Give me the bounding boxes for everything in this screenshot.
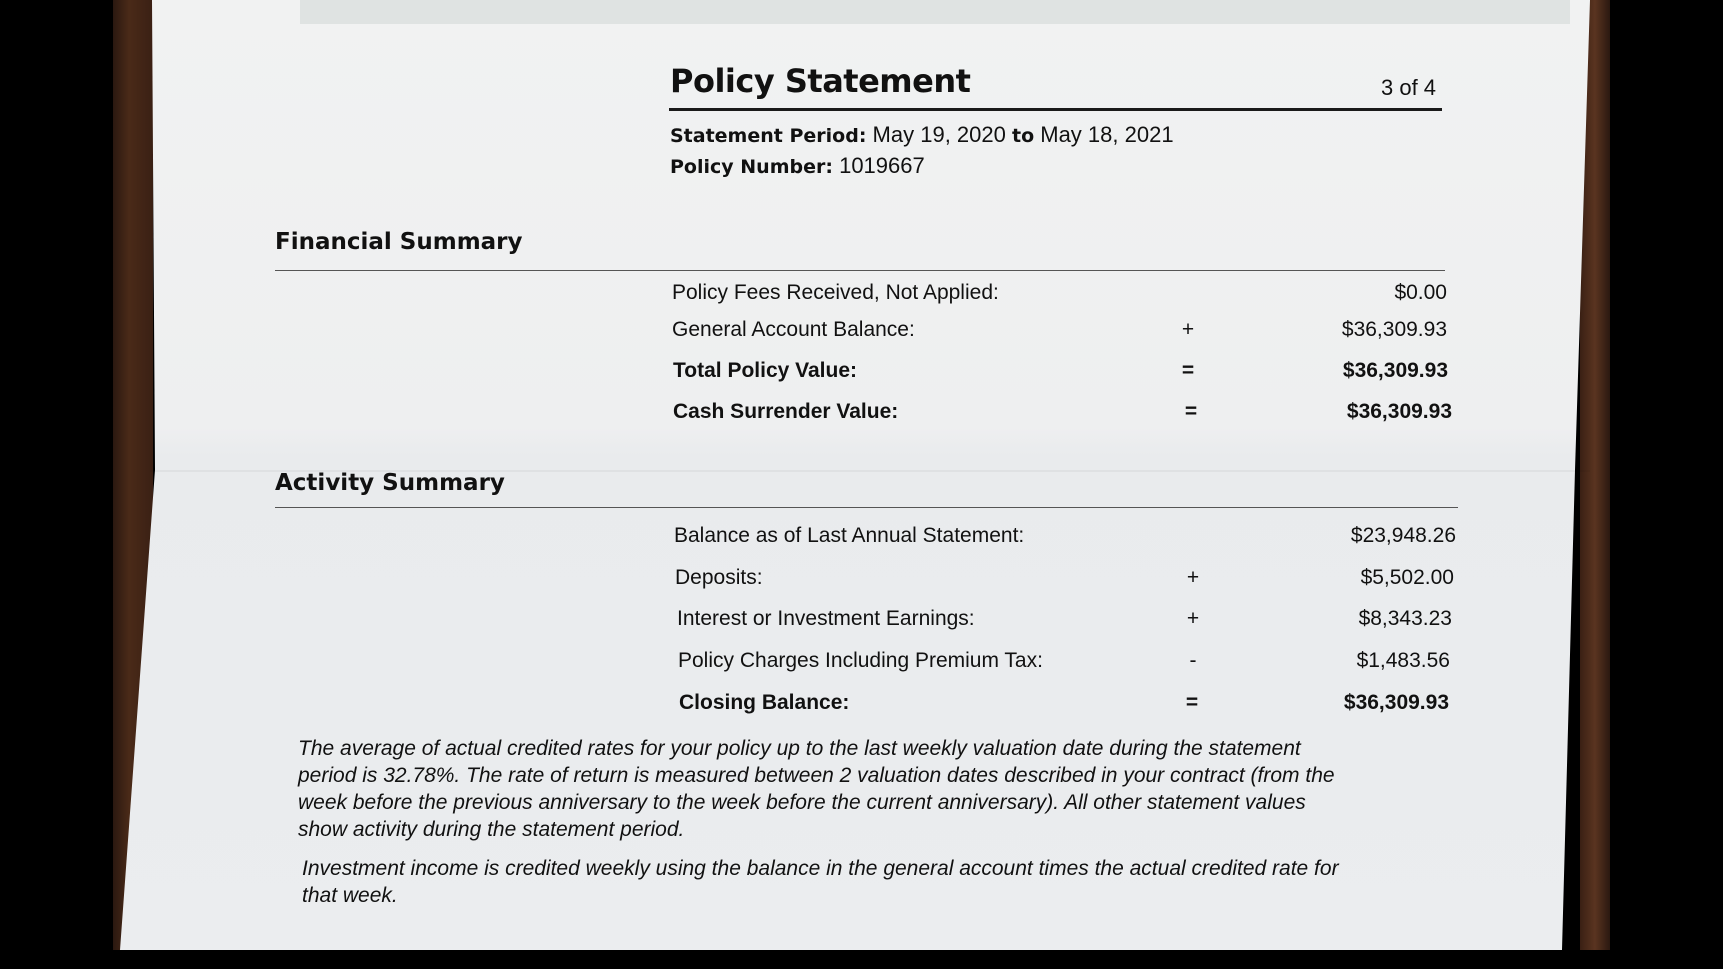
financial-summary-title: Financial Summary xyxy=(275,229,523,255)
row-value: $36,309.93 xyxy=(1341,318,1447,341)
note-line: week before the previous anniversary to the week before the current anniversary). All other statement values xyxy=(298,791,1306,814)
row-label: Policy Fees Received, Not Applied: xyxy=(672,281,999,304)
row-value: $1,483.56 xyxy=(1356,649,1450,672)
activity-summary-rule xyxy=(275,507,1458,508)
row-label: Interest or Investment Earnings: xyxy=(677,607,975,630)
page-title: Policy Statement xyxy=(670,62,971,100)
as-row-policy-charges xyxy=(678,649,1450,679)
row-value: $36,309.93 xyxy=(1342,359,1448,382)
investment-income-note xyxy=(302,855,1452,909)
row-operator: + xyxy=(1186,607,1200,630)
row-operator: - xyxy=(1189,649,1197,672)
row-value: $36,309.93 xyxy=(1343,691,1449,714)
fs-row-general-account xyxy=(672,318,1447,348)
policy-number xyxy=(670,153,925,179)
note-line: that week. xyxy=(302,884,398,907)
row-value: $8,343.23 xyxy=(1358,607,1452,630)
fs-row-cash-surrender-value xyxy=(673,400,1452,430)
row-operator: = xyxy=(1181,359,1195,382)
statement-period xyxy=(670,122,1174,148)
credited-rate-note xyxy=(298,735,1448,843)
page-indicator: 3 of 4 xyxy=(1381,75,1437,100)
fs-row-total-policy-value xyxy=(673,359,1448,389)
row-value: $5,502.00 xyxy=(1360,566,1454,589)
row-operator: + xyxy=(1181,318,1195,341)
row-operator: = xyxy=(1184,400,1198,423)
note-line: show activity during the statement period. xyxy=(298,818,685,841)
row-label: Balance as of Last Annual Statement: xyxy=(674,524,1025,547)
policy-number-label: Policy Number: xyxy=(670,156,833,178)
as-row-last-annual-balance xyxy=(674,524,1456,554)
row-label: Total Policy Value: xyxy=(673,359,857,382)
note-line: period is 32.78%. The rate of return is measured between 2 valuation dates described in your contract (from the xyxy=(298,764,1335,787)
row-label: Policy Charges Including Premium Tax: xyxy=(678,649,1043,672)
policy-number-value: 1019667 xyxy=(839,153,925,178)
row-label: General Account Balance: xyxy=(672,318,915,341)
statement-period-joiner: to xyxy=(1011,125,1035,147)
statement-period-label: Statement Period: xyxy=(670,125,867,147)
row-label: Cash Surrender Value: xyxy=(673,400,899,423)
row-operator: = xyxy=(1185,691,1199,714)
note-line: Investment income is credited weekly using the balance in the general account times the actual credited rate for xyxy=(302,857,1339,880)
title-rule xyxy=(669,108,1442,111)
row-value: $0.00 xyxy=(1394,281,1447,304)
as-row-closing-balance xyxy=(679,691,1449,721)
statement-period-from: May 19, 2020 xyxy=(872,122,1006,147)
statement-period-to: May 18, 2021 xyxy=(1040,122,1174,147)
row-label: Deposits: xyxy=(675,566,763,589)
fs-row-policy-fees xyxy=(672,281,1447,311)
as-row-interest-earnings xyxy=(677,607,1452,637)
activity-summary-title: Activity Summary xyxy=(275,470,505,496)
note-line: The average of actual credited rates for your policy up to the last weekly valuation date during the statement xyxy=(298,737,1301,760)
row-label: Closing Balance: xyxy=(679,691,850,714)
as-row-deposits xyxy=(675,566,1454,596)
financial-summary-rule xyxy=(275,270,1445,271)
row-value: $36,309.93 xyxy=(1346,400,1452,423)
row-value: $23,948.26 xyxy=(1350,524,1456,547)
row-operator: + xyxy=(1186,566,1200,589)
